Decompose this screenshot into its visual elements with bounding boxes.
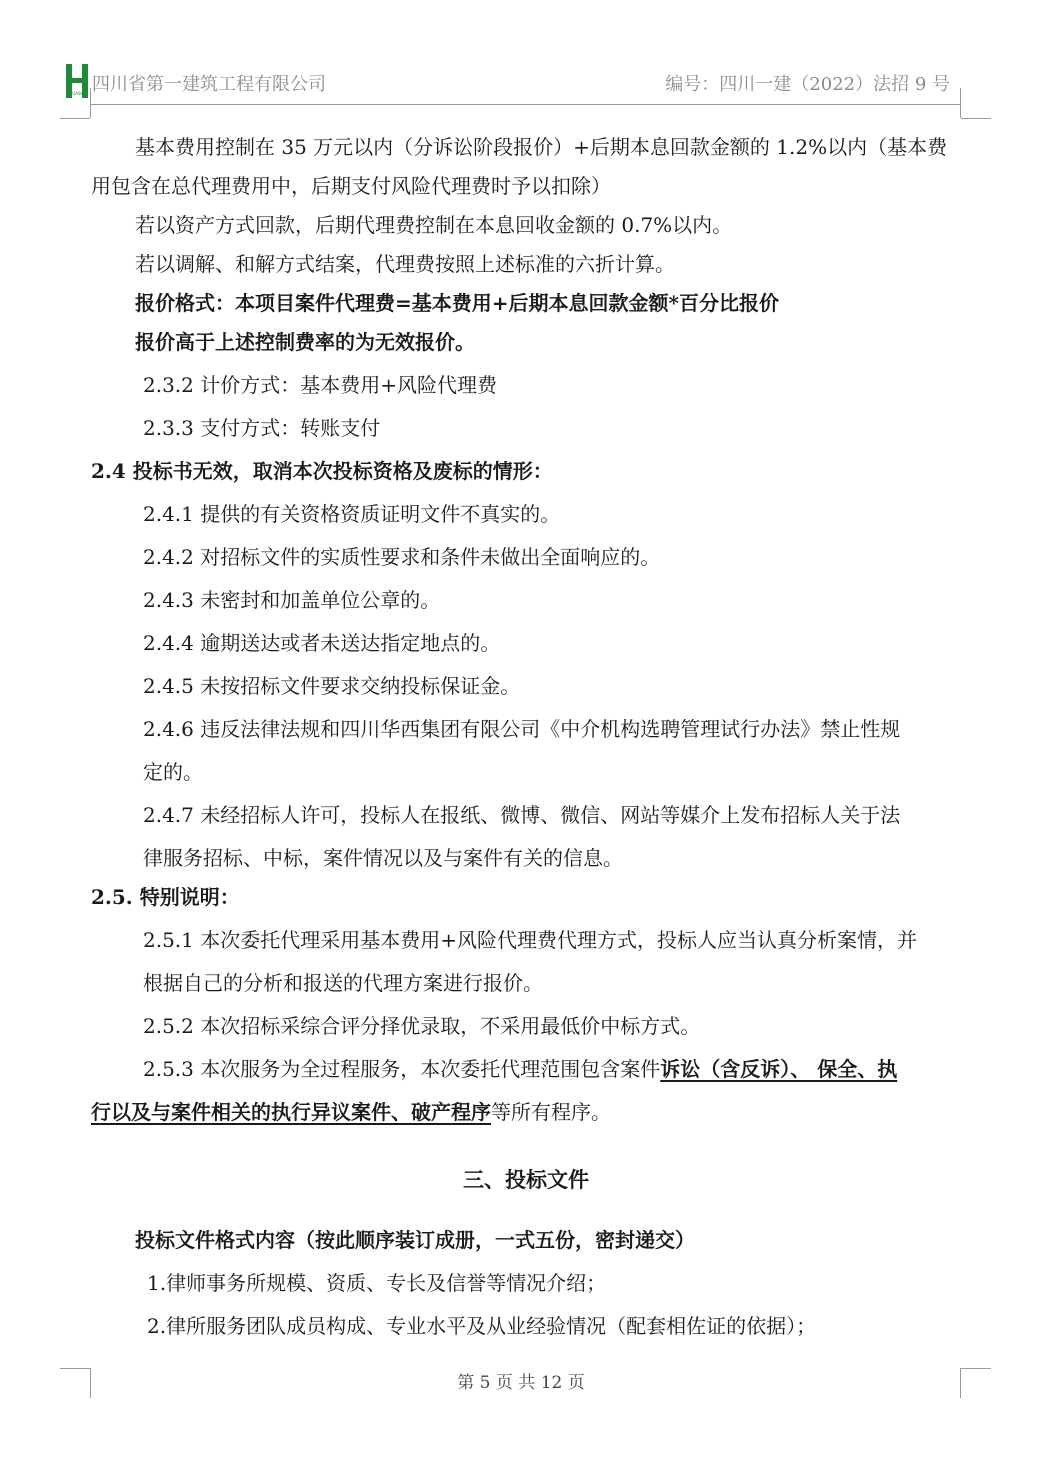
quote-format: 报价格式：本项目案件代理费=基本费用+后期本息回款金额*百分比报价 xyxy=(135,291,779,315)
list-item-line: 律服务招标、中标，案件情况以及与案件有关的信息。 xyxy=(143,846,623,870)
list-item xyxy=(91,796,961,878)
list-item xyxy=(91,710,961,792)
paragraph: 若以资产方式回款，后期代理费控制在本息回收金额的 0.7%以内。 xyxy=(135,213,733,237)
list-item xyxy=(91,1050,961,1089)
list-item: 2.4.2 对招标文件的实质性要求和条件未做出全面响应的。 xyxy=(143,545,661,569)
page-number: 第 5 页 共 12 页 xyxy=(457,1373,585,1393)
payment-method: 2.3.3 支付方式：转账支付 xyxy=(143,416,381,440)
list-item: 2.4.4 逾期送达或者未送达指定地点的。 xyxy=(143,631,501,655)
section-heading-2-4: 2.4 投标书无效，取消本次投标资格及废标的情形： xyxy=(91,459,553,483)
crop-mark xyxy=(960,88,961,118)
list-item: 2.4.3 未密封和加盖单位公章的。 xyxy=(143,588,441,612)
list-item-line: 2.5.1 本次委托代理采用基本费用+风险代理费代理方式，投标人应当认真分析案情，并 xyxy=(143,928,918,952)
crop-mark xyxy=(961,118,991,119)
list-item: 2.律所服务团队成员构成、专业水平及从业经验情况（配套相佐证的依据）； xyxy=(147,1314,817,1338)
document-number: 编号：四川一建（2022）法招 9 号 xyxy=(665,74,950,95)
crop-mark xyxy=(60,118,90,119)
list-item-continuation xyxy=(91,1093,961,1132)
underlined-scope: 行以及与案件相关的执行异议案件、破产程序 xyxy=(91,1100,491,1124)
list-item-text: 等所有程序。 xyxy=(491,1100,611,1124)
paragraph: 若以调解、和解方式结案，代理费按照上述标准的六折计算。 xyxy=(135,252,675,276)
logo-text: HUASHI xyxy=(69,91,85,96)
list-item: 2.4.5 未按招标文件要求交纳投标保证金。 xyxy=(143,674,521,698)
list-item-line: 根据自己的分析和报送的代理方案进行报价。 xyxy=(143,971,543,995)
section-heading-2-5: 2.5. 特别说明： xyxy=(91,885,240,909)
document-body xyxy=(91,128,961,1346)
section-title: 三、投标文件 xyxy=(463,1167,589,1192)
list-item: 2.5.2 本次招标采综合评分择优录取，不采用最低价中标方式。 xyxy=(143,1014,701,1038)
quote-invalid-note: 报价高于上述控制费率的为无效报价。 xyxy=(135,330,475,354)
page-header xyxy=(60,60,960,106)
pricing-method: 2.3.2 计价方式：基本费用+风险代理费 xyxy=(143,373,498,397)
list-item-text: 2.5.3 本次服务为全过程服务，本次委托代理范围包含案件 xyxy=(143,1057,661,1081)
company-name: 四川省第一建筑工程有限公司 xyxy=(92,74,326,95)
list-item: 1.律师事务所规模、资质、专长及信誉等情况介绍； xyxy=(147,1271,607,1295)
list-item xyxy=(91,921,961,1003)
paragraph: 基本费用控制在 35 万元以内（分诉讼阶段报价）+后期本息回款金额的 1.2%以内（基本费用包含在总代理费用中，后期支付风险代理费时予以扣除） xyxy=(91,135,948,198)
format-heading: 投标文件格式内容（按此顺序装订成册，一式五份，密封递交） xyxy=(135,1228,695,1252)
underlined-scope: 诉讼（含反诉）、 保全、执 xyxy=(660,1057,898,1081)
list-item-line: 定的。 xyxy=(143,760,203,784)
header-rule xyxy=(90,104,960,105)
list-item: 2.4.1 提供的有关资格资质证明文件不真实的。 xyxy=(143,502,561,526)
company-logo xyxy=(66,64,88,98)
list-item-line: 2.4.6 违反法律法规和四川华西集团有限公司《中介机构选聘管理试行办法》禁止性规 xyxy=(143,717,901,741)
list-item-line: 2.4.7 未经招标人许可，投标人在报纸、微博、微信、网站等媒介上发布招标人关于法 xyxy=(143,803,901,827)
